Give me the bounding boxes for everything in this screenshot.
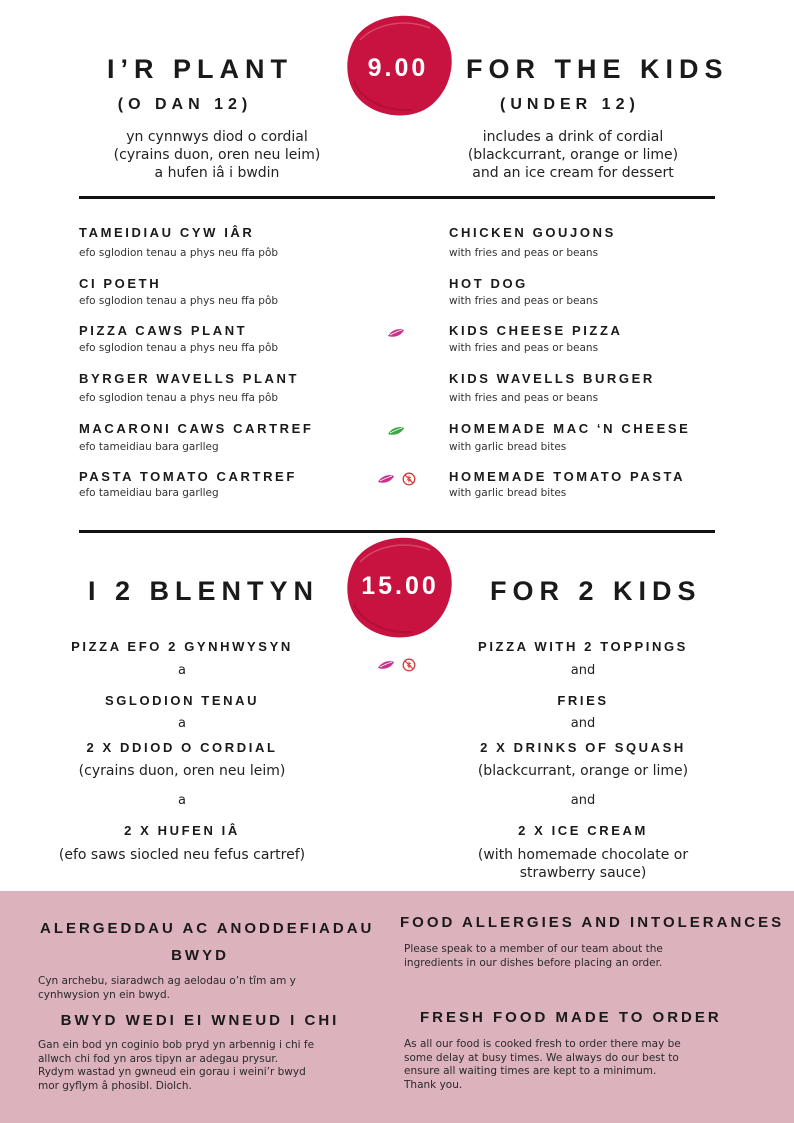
- item-name-cy: PIZZA CAWS PLANT: [79, 323, 248, 338]
- item-desc-en: with garlic bread bites: [449, 441, 567, 453]
- two-kids-item-en: 2 X DRINKS OF SQUASH: [480, 740, 686, 755]
- item-name-en: HOMEMADE MAC ‘N CHEESE: [449, 421, 691, 436]
- item-name-cy: TAMEIDIAU CYW IÂR: [79, 225, 255, 240]
- no-gluten-icon: [402, 472, 416, 486]
- kids-desc-cy-line: (cyrains duon, oren neu leim): [113, 147, 321, 163]
- two-kids-conj-cy: a: [178, 663, 186, 678]
- allergy-text-en-line: Please speak to a member of our team about the: [404, 943, 663, 955]
- fresh-text-cy-line: Rydym wastad yn gwneud ein gorau i weini’r bwyd: [38, 1066, 306, 1078]
- kids-desc-en-line: includes a drink of cordial: [482, 129, 664, 145]
- item-desc-cy: efo sglodion tenau a phys neu ffa pôb: [79, 295, 279, 307]
- kids-subtitle-en: (UNDER 12): [500, 96, 640, 113]
- item-name-cy: PASTA TOMATO CARTREF: [79, 469, 297, 484]
- item-name-cy: MACARONI CAWS CARTREF: [79, 421, 314, 436]
- two-kids-conj-en: and: [570, 663, 596, 678]
- fresh-text-en-line: ensure all waiting times are kept to a minimum.: [404, 1065, 657, 1077]
- item-desc-en: with fries and peas or beans: [449, 295, 599, 307]
- item-name-en: HOMEMADE TOMATO PASTA: [449, 469, 686, 484]
- vegan-leaf-icon: [387, 426, 405, 436]
- item-name-en: CHICKEN GOUJONS: [449, 225, 616, 240]
- fresh-text-cy-line: Gan ein bod yn coginio bob pryd yn arbennig i chi fe: [38, 1039, 315, 1051]
- item-name-en: KIDS WAVELLS BURGER: [449, 371, 655, 386]
- two-kids-item-en: PIZZA WITH 2 TOPPINGS: [478, 639, 688, 654]
- two-kids-conj-en: and: [570, 716, 596, 731]
- fresh-title-en: FRESH FOOD MADE TO ORDER: [420, 1009, 722, 1026]
- item-name-cy: CI POETH: [79, 276, 162, 291]
- two-kids-paren-en: strawberry sauce): [519, 865, 647, 881]
- two-kids-item-en: FRIES: [557, 693, 609, 708]
- kids-desc-en-line: and an ice cream for dessert: [472, 165, 674, 181]
- allergy-title-cy: ALERGEDDAU AC ANODDEFIADAU: [40, 920, 375, 937]
- kids-desc-cy: [60, 128, 374, 182]
- allergy-text-cy: [38, 975, 368, 1002]
- two-kids-conj-cy: a: [178, 716, 186, 731]
- price-9: 9.00: [367, 54, 429, 82]
- item-desc-cy: efo sglodion tenau a phys neu ffa pôb: [79, 342, 279, 354]
- two-kids-item-en: 2 X ICE CREAM: [518, 823, 648, 838]
- kids-desc-cy-line: yn cynnwys diod o cordial: [126, 129, 308, 145]
- fresh-text-en: [404, 1038, 754, 1092]
- fresh-text-en-line: some delay at busy times. We always do our best to: [404, 1051, 679, 1064]
- item-desc-en: with fries and peas or beans: [449, 392, 599, 404]
- fresh-text-en-line: Thank you.: [404, 1078, 463, 1091]
- two-kids-paren-cy: (cyrains duon, oren neu leim): [78, 763, 286, 779]
- no-gluten-icon: [402, 658, 416, 672]
- two-kids-item-cy: 2 X DDIOD O CORDIAL: [86, 740, 278, 755]
- kids-title-cy: I’R PLANT: [107, 54, 293, 84]
- item-desc-cy: efo tameidiau bara garlleg: [79, 487, 219, 499]
- vegetarian-leaf-icon: [377, 474, 395, 484]
- allergy-text-en-line: ingredients in our dishes before placing an order.: [404, 956, 663, 969]
- two-kids-title-en: FOR 2 KIDS: [490, 576, 702, 606]
- price-badge-15: [340, 534, 458, 642]
- allergy-title-cy-2: BWYD: [171, 947, 229, 964]
- fresh-text-cy: [38, 1039, 374, 1093]
- allergy-title-en: FOOD ALLERGIES AND INTOLERANCES: [400, 914, 785, 931]
- two-kids-conj-en: and: [570, 793, 596, 808]
- two-kids-title-cy: I 2 BLENTYN: [88, 576, 320, 606]
- kids-desc-cy-line: a hufen iâ i bwdin: [154, 165, 280, 181]
- item-name-cy: BYRGER WAVELLS PLANT: [79, 371, 300, 386]
- kids-subtitle-cy: (O DAN 12): [117, 96, 253, 113]
- item-desc-cy: efo sglodion tenau a phys neu ffa pôb: [79, 247, 279, 259]
- fresh-title-cy: BWYD WEDI EI WNEUD I CHI: [60, 1012, 340, 1029]
- two-kids-paren-en: (with homemade chocolate or: [477, 847, 689, 863]
- two-kids-item-cy: SGLODION TENAU: [104, 693, 260, 708]
- fresh-text-cy-line: mor gyflym â phosibl. Diolch.: [38, 1079, 192, 1092]
- item-name-en: HOT DOG: [449, 276, 528, 291]
- fresh-text-en-line: As all our food is cooked fresh to order there may be: [404, 1038, 681, 1050]
- price-15: 15.00: [361, 572, 439, 600]
- allergy-text-cy-line: Cyn archebu, siaradwch ag aelodau o’n tîm am y: [38, 975, 296, 987]
- two-kids-paren-en: (blackcurrant, orange or lime): [477, 763, 689, 779]
- divider-middle: [79, 530, 715, 533]
- allergy-text-cy-line: cynhwysion yn ein bwyd.: [38, 988, 170, 1001]
- fresh-text-cy-line: allwch chi fod yn aros tipyn ar adegau prysur.: [38, 1052, 279, 1065]
- kids-title-en: FOR THE KIDS: [466, 54, 729, 84]
- two-kids-item-cy: PIZZA EFO 2 GYNHWYSYN: [71, 639, 293, 654]
- kids-desc-en: [420, 128, 726, 182]
- item-desc-en: with fries and peas or beans: [449, 342, 599, 354]
- price-badge-9: [340, 12, 458, 120]
- divider-top: [79, 196, 715, 199]
- vegetarian-leaf-icon: [387, 328, 405, 338]
- item-desc-cy: efo sglodion tenau a phys neu ffa pôb: [79, 392, 279, 404]
- item-desc-cy: efo tameidiau bara garlleg: [79, 441, 219, 453]
- two-kids-item-cy: 2 X HUFEN IÂ: [124, 823, 240, 838]
- kids-desc-en-line: (blackcurrant, orange or lime): [467, 147, 679, 163]
- two-kids-paren-cy: (efo saws siocled neu fefus cartref): [58, 847, 306, 863]
- item-desc-en: with garlic bread bites: [449, 487, 567, 499]
- item-desc-en: with fries and peas or beans: [449, 247, 599, 259]
- two-kids-conj-cy: a: [178, 793, 186, 808]
- vegetarian-leaf-icon: [377, 660, 395, 670]
- allergy-text-en: [404, 943, 744, 970]
- item-name-en: KIDS CHEESE PIZZA: [449, 323, 623, 338]
